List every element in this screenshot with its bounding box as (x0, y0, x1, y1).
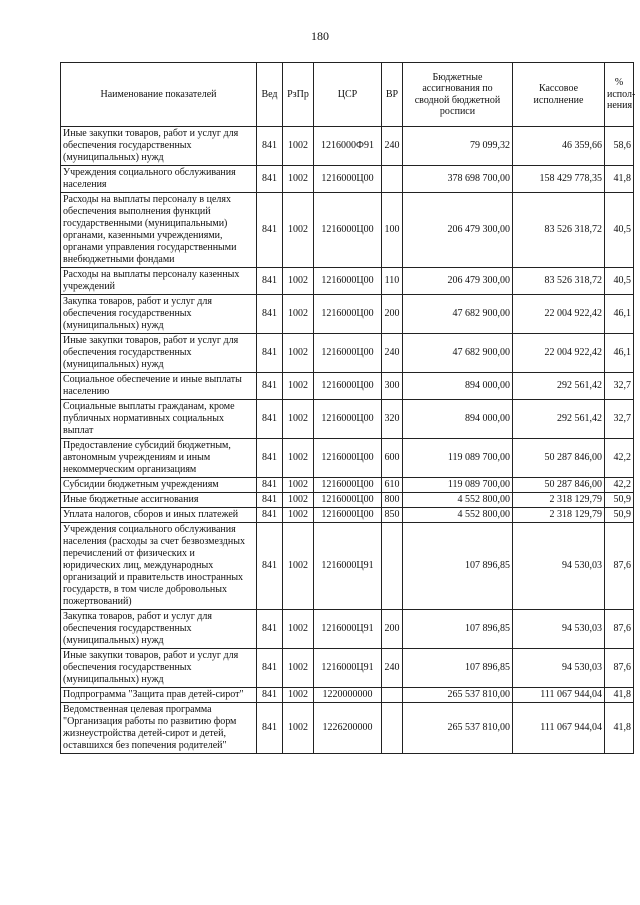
cell-pct: 50,9 (605, 493, 634, 508)
cell-rzpr: 1002 (283, 268, 314, 295)
table-row (61, 127, 634, 166)
table-row (61, 268, 634, 295)
cell-pct: 58,6 (605, 127, 634, 166)
page-number: 180 (311, 29, 329, 43)
cell-ved: 841 (257, 688, 283, 703)
cell-name: Субсидии бюджетным учреждениям (61, 478, 257, 493)
table-row (61, 373, 634, 400)
cell-ved: 841 (257, 268, 283, 295)
cell-vr (382, 688, 403, 703)
cell-rzpr: 1002 (283, 508, 314, 523)
table-row (61, 295, 634, 334)
table-row (61, 493, 634, 508)
cell-vr: 600 (382, 439, 403, 478)
cell-name: Подпрограмма "Защита прав детей-сирот" (61, 688, 257, 703)
cell-plan: 107 896,85 (403, 523, 513, 610)
cell-plan: 4 552 800,00 (403, 493, 513, 508)
table-header (61, 63, 634, 127)
cell-plan: 265 537 810,00 (403, 688, 513, 703)
cell-fact: 2 318 129,79 (513, 508, 605, 523)
cell-fact: 94 530,03 (513, 610, 605, 649)
table-row (61, 688, 634, 703)
cell-name: Закупка товаров, работ и услуг для обеспечения государственных (муниципальных) нужд (61, 610, 257, 649)
cell-pct: 40,5 (605, 268, 634, 295)
cell-ved: 841 (257, 703, 283, 754)
cell-csr: 1216000Ц00 (314, 295, 382, 334)
cell-ved: 841 (257, 193, 283, 268)
cell-rzpr: 1002 (283, 649, 314, 688)
header-vr: ВР (382, 63, 403, 127)
cell-plan: 119 089 700,00 (403, 439, 513, 478)
table-row (61, 610, 634, 649)
table-row (61, 523, 634, 610)
cell-csr: 1216000Ц00 (314, 439, 382, 478)
cell-plan: 206 479 300,00 (403, 268, 513, 295)
cell-csr: 1226200000 (314, 703, 382, 754)
cell-pct: 46,1 (605, 295, 634, 334)
cell-vr: 200 (382, 295, 403, 334)
cell-vr: 240 (382, 127, 403, 166)
cell-fact: 111 067 944,04 (513, 688, 605, 703)
cell-csr: 1216000Ц00 (314, 373, 382, 400)
cell-vr: 110 (382, 268, 403, 295)
cell-csr: 1216000Ц00 (314, 493, 382, 508)
cell-vr: 240 (382, 334, 403, 373)
cell-ved: 841 (257, 334, 283, 373)
cell-fact: 50 287 846,00 (513, 478, 605, 493)
header-plan: Бюджетные ассигнования по сводной бюджетной росписи (403, 63, 513, 127)
cell-csr: 1216000Ц00 (314, 166, 382, 193)
cell-vr: 320 (382, 400, 403, 439)
cell-vr: 240 (382, 649, 403, 688)
table-row (61, 334, 634, 373)
cell-name: Иные бюджетные ассигнования (61, 493, 257, 508)
header-fact: Кассовое исполнение (513, 63, 605, 127)
cell-ved: 841 (257, 523, 283, 610)
cell-csr: 1216000Ф91 (314, 127, 382, 166)
cell-fact: 22 004 922,42 (513, 334, 605, 373)
cell-name: Учреждения социального обслуживания населения (61, 166, 257, 193)
cell-name: Социальное обеспечение и иные выплаты населению (61, 373, 257, 400)
header-pct: % испол-нения (605, 63, 634, 127)
cell-rzpr: 1002 (283, 193, 314, 268)
cell-vr (382, 166, 403, 193)
cell-name: Закупка товаров, работ и услуг для обеспечения государственных (муниципальных) нужд (61, 295, 257, 334)
cell-name: Иные закупки товаров, работ и услуг для обеспечения государственных (муниципальных) нужд (61, 127, 257, 166)
cell-ved: 841 (257, 439, 283, 478)
cell-fact: 94 530,03 (513, 649, 605, 688)
header-csr: ЦСР (314, 63, 382, 127)
cell-fact: 94 530,03 (513, 523, 605, 610)
cell-csr: 1216000Ц00 (314, 400, 382, 439)
cell-vr: 800 (382, 493, 403, 508)
cell-plan: 894 000,00 (403, 373, 513, 400)
table-row (61, 703, 634, 754)
cell-rzpr: 1002 (283, 493, 314, 508)
cell-plan: 265 537 810,00 (403, 703, 513, 754)
cell-ved: 841 (257, 508, 283, 523)
cell-pct: 46,1 (605, 334, 634, 373)
table-row (61, 478, 634, 493)
table-row (61, 439, 634, 478)
cell-ved: 841 (257, 493, 283, 508)
cell-ved: 841 (257, 295, 283, 334)
cell-name: Иные закупки товаров, работ и услуг для обеспечения государственных (муниципальных) нужд (61, 334, 257, 373)
cell-csr: 1216000Ц00 (314, 268, 382, 295)
cell-csr: 1216000Ц91 (314, 649, 382, 688)
cell-name: Расходы на выплаты персоналу в целях обеспечения выполнения функций государственными (муниципальными) органами, казенными учреждениями, органами управления государственными внебюджетными фондами (61, 193, 257, 268)
cell-pct: 41,8 (605, 688, 634, 703)
cell-csr: 1216000Ц91 (314, 523, 382, 610)
cell-plan: 107 896,85 (403, 649, 513, 688)
table-row (61, 166, 634, 193)
cell-pct: 50,9 (605, 508, 634, 523)
cell-rzpr: 1002 (283, 400, 314, 439)
cell-fact: 158 429 778,35 (513, 166, 605, 193)
cell-ved: 841 (257, 649, 283, 688)
budget-execution-table (60, 62, 634, 754)
table-row (61, 193, 634, 268)
cell-fact: 46 359,66 (513, 127, 605, 166)
table-row (61, 649, 634, 688)
cell-vr: 850 (382, 508, 403, 523)
cell-rzpr: 1002 (283, 688, 314, 703)
cell-name: Учреждения социального обслуживания населения (расходы за счет безвозмездных перечислений от физических и юридических лиц, международных организаций и правительств иностранных государств, в том числе добровольных пожертвований) (61, 523, 257, 610)
cell-vr: 610 (382, 478, 403, 493)
cell-pct: 42,2 (605, 439, 634, 478)
cell-fact: 83 526 318,72 (513, 268, 605, 295)
cell-plan: 79 099,32 (403, 127, 513, 166)
cell-name: Уплата налогов, сборов и иных платежей (61, 508, 257, 523)
cell-pct: 42,2 (605, 478, 634, 493)
cell-pct: 87,6 (605, 649, 634, 688)
cell-vr (382, 703, 403, 754)
cell-fact: 111 067 944,04 (513, 703, 605, 754)
cell-fact: 292 561,42 (513, 373, 605, 400)
cell-vr: 100 (382, 193, 403, 268)
cell-plan: 47 682 900,00 (403, 334, 513, 373)
cell-rzpr: 1002 (283, 703, 314, 754)
cell-ved: 841 (257, 166, 283, 193)
cell-plan: 4 552 800,00 (403, 508, 513, 523)
cell-plan: 894 000,00 (403, 400, 513, 439)
cell-ved: 841 (257, 610, 283, 649)
cell-pct: 32,7 (605, 373, 634, 400)
cell-vr (382, 523, 403, 610)
cell-csr: 1216000Ц00 (314, 508, 382, 523)
cell-rzpr: 1002 (283, 439, 314, 478)
cell-plan: 119 089 700,00 (403, 478, 513, 493)
cell-rzpr: 1002 (283, 523, 314, 610)
cell-name: Расходы на выплаты персоналу казенных учреждений (61, 268, 257, 295)
cell-ved: 841 (257, 478, 283, 493)
cell-pct: 87,6 (605, 523, 634, 610)
cell-ved: 841 (257, 373, 283, 400)
cell-vr: 300 (382, 373, 403, 400)
cell-pct: 41,8 (605, 703, 634, 754)
cell-rzpr: 1002 (283, 373, 314, 400)
cell-plan: 378 698 700,00 (403, 166, 513, 193)
cell-fact: 83 526 318,72 (513, 193, 605, 268)
cell-pct: 32,7 (605, 400, 634, 439)
table-row (61, 400, 634, 439)
cell-ved: 841 (257, 127, 283, 166)
table-body (61, 127, 634, 754)
cell-rzpr: 1002 (283, 295, 314, 334)
cell-rzpr: 1002 (283, 478, 314, 493)
cell-pct: 41,8 (605, 166, 634, 193)
cell-plan: 107 896,85 (403, 610, 513, 649)
header-ved: Вед (257, 63, 283, 127)
header-name: Наименование показателей (61, 63, 257, 127)
cell-rzpr: 1002 (283, 334, 314, 373)
cell-fact: 292 561,42 (513, 400, 605, 439)
cell-rzpr: 1002 (283, 127, 314, 166)
header-rzpr: РзПр (283, 63, 314, 127)
cell-csr: 1216000Ц00 (314, 478, 382, 493)
cell-csr: 1220000000 (314, 688, 382, 703)
cell-pct: 87,6 (605, 610, 634, 649)
cell-vr: 200 (382, 610, 403, 649)
cell-fact: 22 004 922,42 (513, 295, 605, 334)
cell-name: Социальные выплаты гражданам, кроме публичных нормативных социальных выплат (61, 400, 257, 439)
cell-name: Предоставление субсидий бюджетным, автономным учреждениям и иным некоммерческим организациям (61, 439, 257, 478)
cell-name: Иные закупки товаров, работ и услуг для обеспечения государственных (муниципальных) нужд (61, 649, 257, 688)
cell-csr: 1216000Ц91 (314, 610, 382, 649)
cell-ved: 841 (257, 400, 283, 439)
table-row (61, 508, 634, 523)
cell-plan: 206 479 300,00 (403, 193, 513, 268)
cell-rzpr: 1002 (283, 166, 314, 193)
cell-csr: 1216000Ц00 (314, 193, 382, 268)
cell-rzpr: 1002 (283, 610, 314, 649)
cell-pct: 40,5 (605, 193, 634, 268)
cell-fact: 50 287 846,00 (513, 439, 605, 478)
cell-name: Ведомственная целевая программа "Организация работы по развитию форм жизнеустройства детей-сирот и детей, оставшихся без попечения родителей" (61, 703, 257, 754)
cell-plan: 47 682 900,00 (403, 295, 513, 334)
cell-csr: 1216000Ц00 (314, 334, 382, 373)
cell-fact: 2 318 129,79 (513, 493, 605, 508)
